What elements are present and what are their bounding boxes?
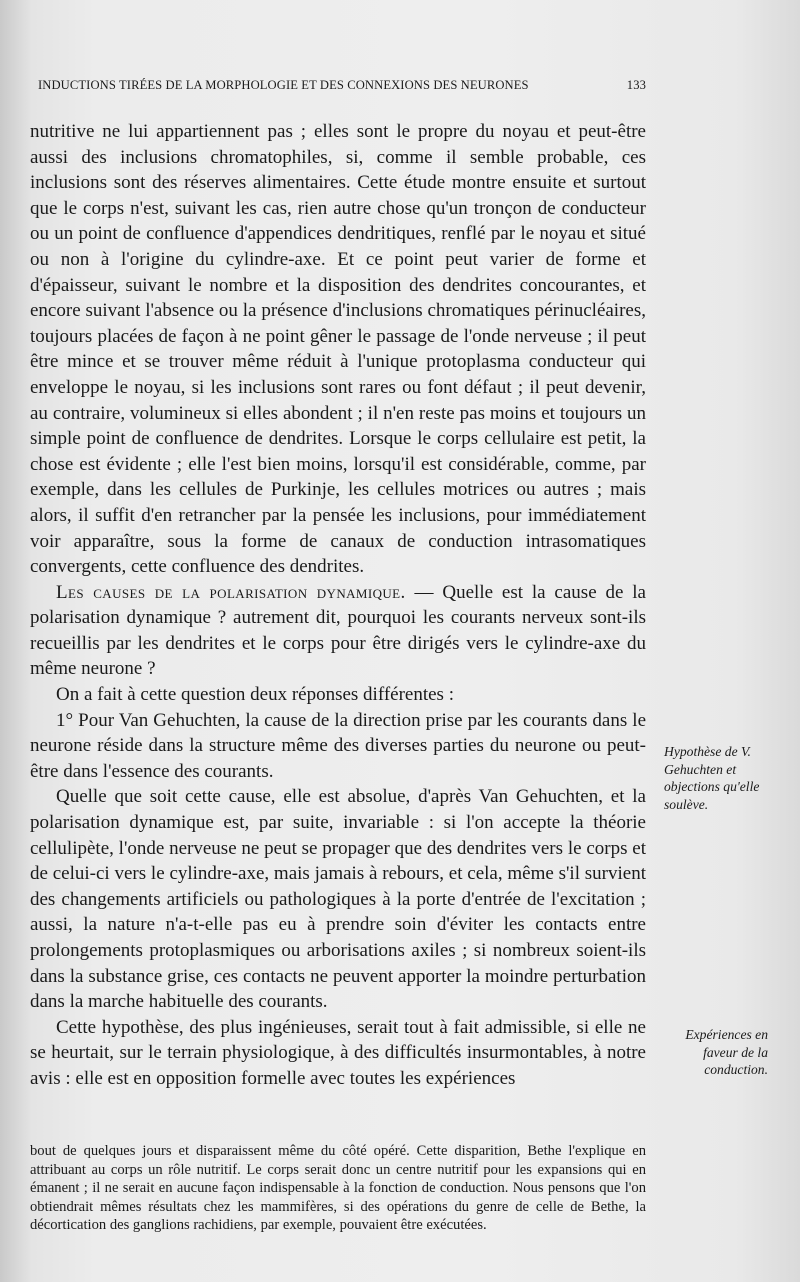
paragraph-polarisation-causes [30,580,646,682]
margin-note-hypothesis: Hypothèse de V. Gehuchten et objections qu'elle soulève. [664,744,760,812]
paragraph: Cette hypothèse, des plus ingénieuses, serait tout à fait admissible, si elle ne se heurtait, sur le terrain physiologique, à des difficultés insurmontables, à notre avis : elle est en opposition formelle avec toutes les expériences [30,1016,646,1089]
footnote [30,1142,646,1235]
main-text [30,119,646,1092]
paragraph-text: — Quelle est la cause de la polarisation dynamique ? autrement dit, pourquoi les courants nerveux sont-ils recueillis par les dendrites et le corps pour être dirigés vers le cylindre-axe du même neurone ? [30,581,646,680]
page-number: 133 [626,78,646,92]
paragraph: 1° Pour Van Gehuchten, la cause de la direction prise par les courants dans le neurone réside dans la structure même des diverses parties du neurone ou peut-être dans l'essence des courants. [30,709,646,782]
paragraph: nutritive ne lui appartiennent pas ; elles sont le propre du noyau et peut-être aussi des inclusions chromatophiles, si, comme il semble probable, ces inclusions sont des réserves alimentaires. Cette étude montre ensuite et surtout que le corps n'est, suivant les cas, rien autre chose qu'un tronçon de conducteur ou un point de confluence d'appendices dendritiques, renflé par le noyau et situé ou non à l'origine du cylindre-axe. Et ce point peut varier de forme et d'épaisseur, suivant le nombre et la disposition des dendrites concourantes, et encore suivant l'absence ou la présence d'inclusions chromatiques périnucléaires, toujours placées de façon à ne point gêner le passage de l'onde nerveuse ; il peut être mince et se trouver même réduit à l'unique protoplasma conducteur qui enveloppe le noyau, si les inclusions sont rares ou font défaut ; il peut devenir, au contraire, volumineux si elles abondent ; il n'en reste pas moins et toujours un simple point de confluence de dendrites. Lorsque le corps cellulaire est petit, la chose est évidente ; elle l'est bien moins, lorsqu'il est considérable, comme, par exemple, dans les cellules de Purkinje, les cellules motrices ou autres ; mais alors, il suffit d'en retrancher par la pensée les inclusions, pour immédiatement voir apparaître, sous la forme de canaux de conduction intrasomatiques convergents, cette confluence des dendrites. [30,121,646,578]
section-heading: Les causes de la polarisation dynamique. [56,581,406,603]
margin-note-experiences: Expériences en faveur de la conduction. [685,1027,768,1078]
paragraph: On a fait à cette question deux réponses différentes : [56,684,454,706]
paragraph: Quelle que soit cette cause, elle est absolue, d'après Van Gehuchten, et la polarisation dynamique est, par suite, invariable : si l'on accepte la théorie cellulipète, l'onde nerveuse ne peut se propager que des dendrites vers le corps et de celui-ci vers le cylindre-axe, mais jamais à rebours, et cela, même s'il survient des changements artificiels ou pathologiques à la porte d'entrée de l'excitation ; aussi, la nature n'a-t-elle pas eu à prendre soin d'éviter les contacts entre prolongements protoplasmiques ou arborisations axiles ; si nombreux soient-ils dans la substance grise, ces contacts ne peuvent apporter la moindre perturbation dans la marche habituelle des courants. [30,786,646,1013]
footnote-text: bout de quelques jours et disparaissent même du côté opéré. Cette disparition, Bethe l'explique en attribuant au corps un rôle nutritif. Le corps serait donc un centre nutritif pour les expansions qui en émanent ; il ne serait en aucune façon indispensable à la fonction de conduction. Nous pensons que l'on obtiendrait mêmes résultats chez les mammifères, si des opérations du genre de celle de Bethe, la décortication des ganglions rachidiens, par exemple, pouvaient être exécutées. [30,1143,646,1234]
running-head-title: INDUCTIONS TIRÉES DE LA MORPHOLOGIE ET DES CONNEXIONS DES NEURONES [38,78,529,92]
